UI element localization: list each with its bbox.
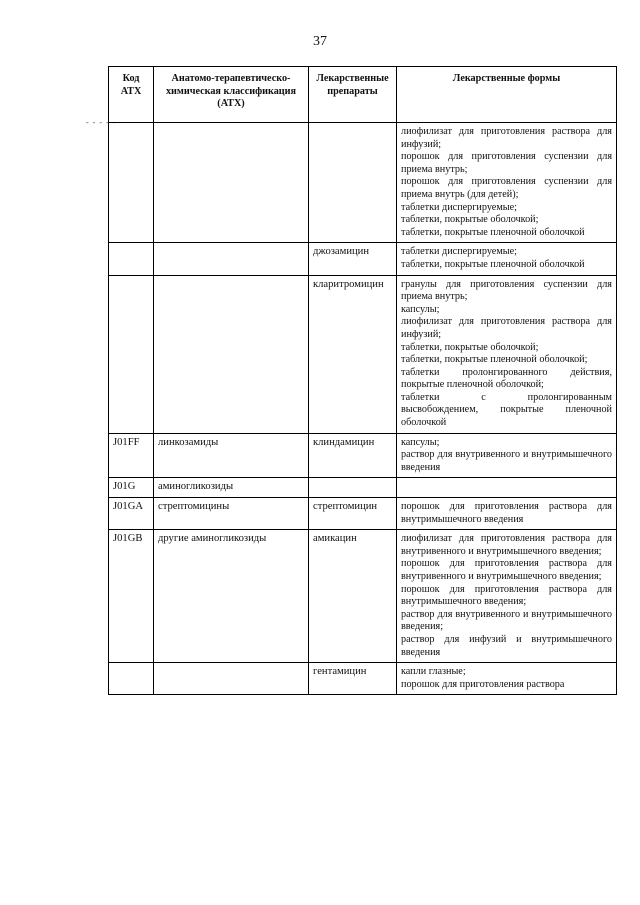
dosage-form-item: порошок для приготовления суспензии для приема внутрь; [401, 151, 612, 175]
dosage-forms-cell [397, 478, 617, 498]
atc-code-cell: J01GA [109, 498, 154, 530]
atc-code-cell [109, 243, 154, 275]
atc-code-cell [109, 123, 154, 243]
dosage-forms-cell [397, 433, 617, 478]
dosage-form-item: таблетки, покрытые пленочной оболочкой [401, 226, 585, 238]
classification-cell: другие аминогликозиды [154, 530, 309, 663]
atc-drug-table [108, 66, 617, 695]
header-drugs: Лекарственные препараты [309, 67, 397, 123]
table-row [109, 123, 617, 243]
table-row [109, 530, 617, 663]
dosage-form-item: таблетки с пролонгированным высвобождением, покрытые пленочной оболочкой [401, 391, 612, 429]
dosage-form-item: таблетки, покрытые оболочкой; [401, 214, 539, 226]
table-row [109, 275, 617, 433]
dosage-form-item: раствор для внутривенного и внутримышечного введения; [401, 608, 612, 633]
dosage-form-item: раствор для внутривенного и внутримышечного введения [401, 449, 612, 473]
dosage-form-item: таблетки диспергируемые; [401, 246, 517, 258]
classification-cell [154, 123, 309, 243]
classification-cell [154, 663, 309, 695]
dosage-forms-cell [397, 123, 617, 243]
drug-name-cell: амикацин [309, 530, 397, 663]
dosage-form-item: порошок для приготовления раствора [401, 678, 565, 690]
table-body [109, 123, 617, 695]
drug-name-cell: клиндамицин [309, 433, 397, 478]
dosage-form-item: таблетки, покрытые пленочной оболочкой; [401, 354, 588, 366]
dosage-form-item: порошок для приготовления суспензии для приема внутрь (для детей); [401, 176, 612, 200]
dosage-forms-cell [397, 663, 617, 695]
atc-code-cell: J01G [109, 478, 154, 498]
classification-cell: аминогликозиды [154, 478, 309, 498]
classification-cell: линкозамиды [154, 433, 309, 478]
dosage-form-item: лиофилизат для приготовления раствора для внутривенного и внутримышечного введения; [401, 533, 612, 557]
dosage-form-item: таблетки диспергируемые; [401, 201, 517, 213]
dosage-form-item: раствор для инфузий и внутримышечного введения [401, 633, 612, 658]
drug-name-cell: кларитромицин [309, 275, 397, 433]
dosage-forms-cell [397, 530, 617, 663]
page-number: 37 [313, 34, 327, 49]
table-row [109, 243, 617, 275]
dosage-form-item: лиофилизат для приготовления раствора для инфузий; [401, 316, 612, 340]
atc-code-cell [109, 275, 154, 433]
dosage-form-item: гранулы для приготовления суспензии для приема внутрь; [401, 278, 612, 303]
dosage-form-item: таблетки пролонгированного действия, покрытые пленочной оболочкой; [401, 366, 612, 391]
atc-code-cell [109, 663, 154, 695]
atc-code-cell: J01GB [109, 530, 154, 663]
drug-name-cell [309, 478, 397, 498]
classification-cell [154, 243, 309, 275]
dosage-form-item: лиофилизат для приготовления раствора для инфузий; [401, 126, 612, 150]
dosage-form-item: таблетки, покрытые оболочкой; [401, 341, 539, 353]
dosage-form-item: капсулы; [401, 303, 440, 315]
drug-name-cell: джозамицин [309, 243, 397, 275]
dosage-forms-cell [397, 498, 617, 530]
table-row [109, 478, 617, 498]
table-row [109, 433, 617, 478]
header-forms: Лекарственные формы [397, 67, 617, 123]
table-header-row [109, 67, 617, 123]
drug-name-cell [309, 123, 397, 243]
table-row [109, 663, 617, 695]
header-classification: Анатомо-терапевтическо-химическая классификация (АТХ) [154, 67, 309, 123]
drug-name-cell: стрептомицин [309, 498, 397, 530]
dosage-forms-cell [397, 275, 617, 433]
drug-name-cell: гентамицин [309, 663, 397, 695]
atc-code-cell: J01FF [109, 433, 154, 478]
dosage-form-item: капли глазные; [401, 666, 466, 678]
margin-mark: - - - - - [86, 118, 117, 127]
table-row [109, 498, 617, 530]
classification-cell [154, 275, 309, 433]
dosage-form-item: таблетки, покрытые пленочной оболочкой [401, 258, 585, 270]
header-code: Код АТХ [109, 67, 154, 123]
dosage-forms-cell [397, 243, 617, 275]
dosage-form-item: капсулы; [401, 436, 440, 448]
classification-cell: стрептомицины [154, 498, 309, 530]
dosage-form-item: порошок для приготовления раствора для внутримышечного введения; [401, 583, 612, 608]
dosage-form-item: порошок для приготовления раствора для внутривенного и внутримышечного введения; [401, 558, 612, 582]
dosage-form-item: порошок для приготовления раствора для внутримышечного введения [401, 501, 612, 525]
